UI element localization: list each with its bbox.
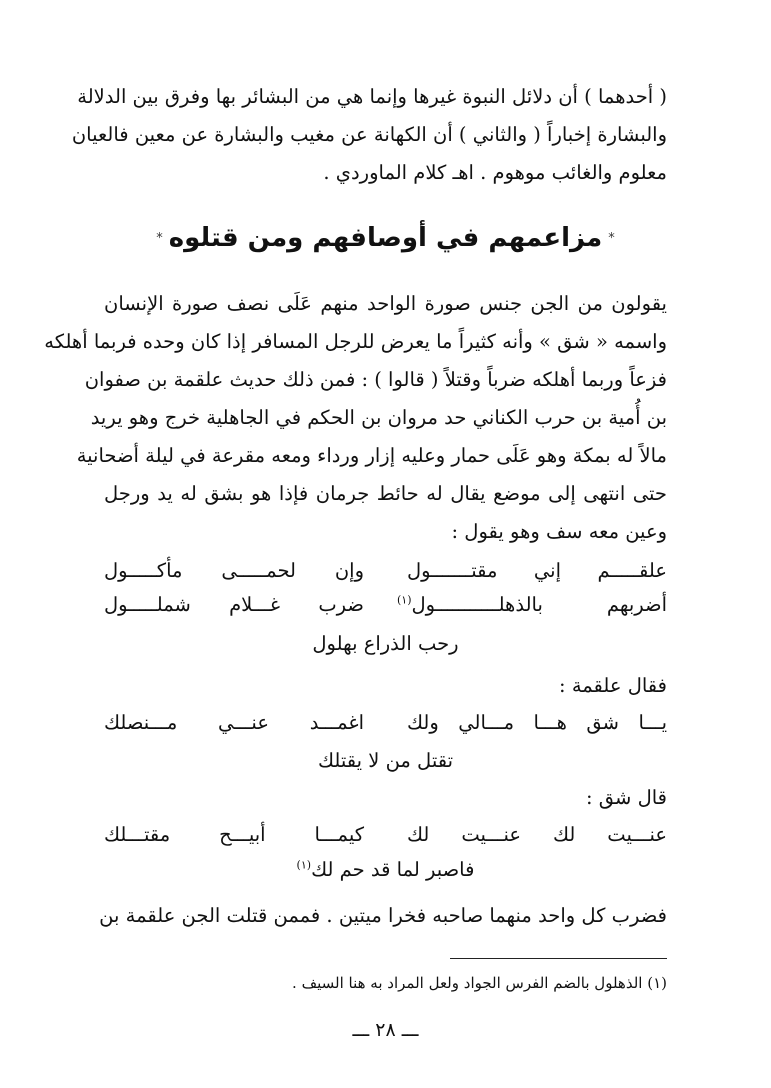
footnote-marker: (١)	[296, 858, 312, 872]
text-line: معلوم والغائب موهوم . اهـ كلام الماوردي .	[323, 161, 667, 184]
verse-second-hemistich: اغمـــد عنـــي مـــنصلك	[104, 711, 364, 734]
poem-tail: رحب الذراع بهلول	[312, 632, 459, 655]
poem-verse	[104, 558, 667, 584]
text-line: واسمه « شق » وأنه كثيراً ما يعرض للرجل المسافر إذا كان وحده فربما أهلكه	[44, 330, 667, 353]
verse-first-hemistich	[397, 592, 667, 618]
speaker-label: قال شق :	[586, 786, 667, 809]
footnote-text: الذهلول بالضم الفرس الجواد ولعل المراد به هنا السيف .	[292, 974, 643, 992]
section-heading	[104, 218, 667, 259]
footnote-separator	[450, 958, 667, 959]
text-line: فضرب كل واحد منهما صاحبه فخرا ميتين . فممن قتلت الجن علقمة بن	[99, 904, 667, 927]
text-line: يقولون من الجن جنس صورة الواحد منهم عَلَى نصف صورة الإنسان	[104, 292, 667, 315]
text-line: والبشارة إخباراً ( والثاني ) أن الكهانة عن مغيب والبشارة عن معين فالعيان	[71, 123, 667, 146]
footnote	[292, 972, 667, 994]
speaker-label: فقال علقمة :	[559, 674, 667, 697]
hemistich-text: أضربهم بالذهلـــــــــــول	[411, 593, 667, 616]
verse-second-hemistich: ضرب غـــلام شملـــــول	[104, 593, 364, 616]
text-line: فزعاً وربما أهلكه ضرباً وقتلاً ( قالوا ) : فمن ذلك حديث علقمة بن صفوان	[84, 368, 667, 391]
poem-tail	[0, 857, 771, 883]
text-line: ( أحدهما ) أن دلائل النبوة غيرها وإنما هي من البشائر بها وفرق بين الدلالة	[77, 85, 667, 108]
poem-tail: تقتل من لا يقتلك	[317, 749, 453, 772]
section-title: مزاعمهم في أوصافهم ومن قتلوه	[168, 223, 603, 253]
verse-second-hemistich: كيمـــا أبيـــح مقتـــلك	[104, 823, 364, 846]
footnote-marker: (١)	[397, 593, 412, 607]
poem-verse	[104, 710, 667, 736]
tail-text: فاصبر لما قد حم لك	[311, 858, 475, 881]
poem-verse	[104, 822, 667, 848]
verse-second-hemistich: وإن لحمـــــى مأكـــــول	[104, 559, 364, 582]
text-line: بن أُمية بن حرب الكناني حد مروان بن الحكم في الجاهلية خرج وهو يريد	[90, 406, 667, 429]
poem-verse	[104, 592, 667, 618]
text-line: مالاً له بمكة وهو عَلَى حمار وعليه إزار ورداء ومعه مقرعة في ليلة أضحانية	[76, 444, 667, 467]
page-number: ـــ ٢٨ ـــ	[352, 1019, 419, 1041]
footnote-marker: (١)	[647, 974, 667, 992]
star-ornament-icon: *	[608, 230, 615, 246]
verse-first-hemistich: يـــا شق هـــا مـــالي ولك	[407, 711, 667, 734]
star-ornament-icon: *	[156, 230, 163, 246]
verse-first-hemistich: عنـــيت لك عنـــيت لك	[407, 823, 667, 846]
text-line: حتى انتهى إلى موضع يقال له حائط جرمان فإذا هو بشق له يد ورجل	[104, 482, 667, 505]
text-line: وعين معه سف وهو يقول :	[451, 520, 667, 543]
verse-first-hemistich: علقـــــم إني مقتـــــــول	[407, 559, 667, 582]
